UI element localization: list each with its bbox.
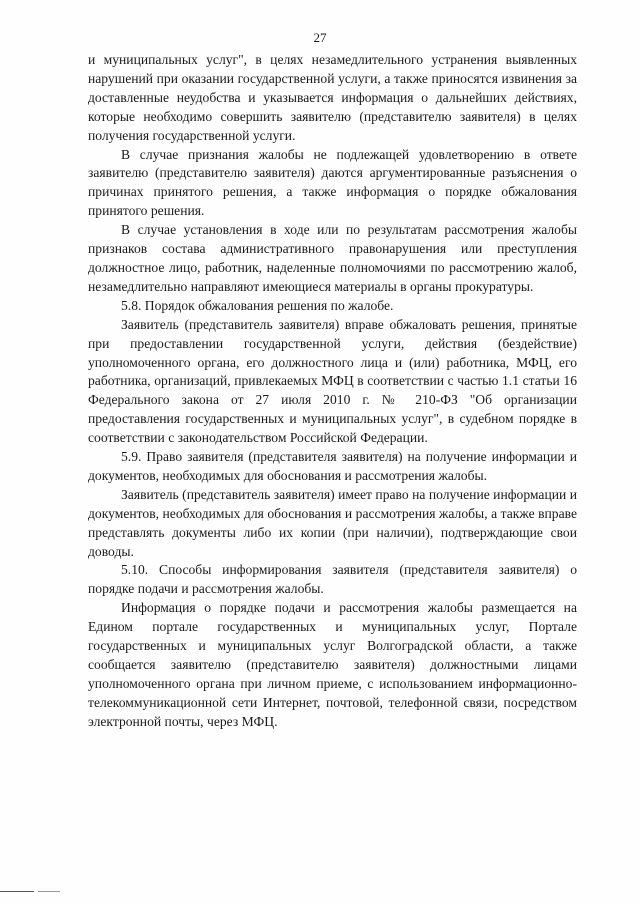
paragraph: Информация о порядке подачи и рассмотрения жалобы размещается на Едином портале государственных и муниципальных услуг, Портале государственных и муниципальных услуг Волгоградской области, а также сообщается заявителю (представителю заявителя) должностными лицами уполномоченного органа при личном приеме, с использованием информационно-телекоммуникационной сети Интернет, почтовой, телефонной связи, посредством электронной почты, через МФЦ. bbox=[88, 600, 577, 729]
paragraph: В случае признания жалобы не подлежащей удовлетворению в ответе заявителю (представителю заявителя) даются аргументированные разъяснения о причинах принятого решения, а также информация о порядке обжалования принятого решения. bbox=[88, 146, 577, 219]
paragraph: В случае установления в ходе или по результатам рассмотрения жалобы признаков состава административного правонарушения или преступления должностное лицо, работник, наделенные полномочиями по рассмотрению жалоб, незамедлительно направляют имеющиеся материалы в органы прокуратуры. bbox=[88, 222, 577, 294]
document-body bbox=[88, 51, 577, 732]
page-number: 27 bbox=[313, 30, 327, 45]
section-heading-5-9: 5.9. Право заявителя (представителя заявителя) на получение информации и документов, необходимых для обоснования и рассмотрения жалобы. bbox=[88, 449, 577, 483]
paragraph: и муниципальных услуг", в целях незамедлительного устранения выявленных нарушений при оказании государственной услуги, а также приносятся извинения за доставленные неудобства и указывается информация о дальнейших действиях, которые необходимо совершить заявителю (представителю заявителя) в целях получения государственной услуги. bbox=[88, 52, 577, 143]
section-heading-5-10: 5.10. Способы информирования заявителя (представителя заявителя) о порядке подачи и рассмотрения жалобы. bbox=[88, 562, 577, 597]
scan-edge-mark bbox=[38, 891, 60, 892]
section-heading-5-8: 5.8. Порядок обжалования решения по жалобе. bbox=[121, 297, 394, 313]
scan-edge-mark bbox=[0, 891, 34, 892]
paragraph: Заявитель (представитель заявителя) имеет право на получение информации и документов, необходимых для обоснования и рассмотрения жалобы, а также вправе представлять документы либо их копии (при наличии), подтверждающие свои доводы. bbox=[88, 486, 577, 559]
paragraph: Заявитель (представитель заявителя) вправе обжаловать решения, принятые при предоставлении государственной услуги, действия (бездействие) уполномоченного органа, его должностного лица и (или) работника, МФЦ, его работника, организаций, привлекаемых МФЦ в соответствии с частью 1.1 статьи 16 Федерального закона от 27 июля 2010 г. № 210-ФЗ "Об организации предоставления государственных и муниципальных услуг", в судебном порядке в соответствии с законодательством Российской Федерации. bbox=[88, 316, 577, 446]
